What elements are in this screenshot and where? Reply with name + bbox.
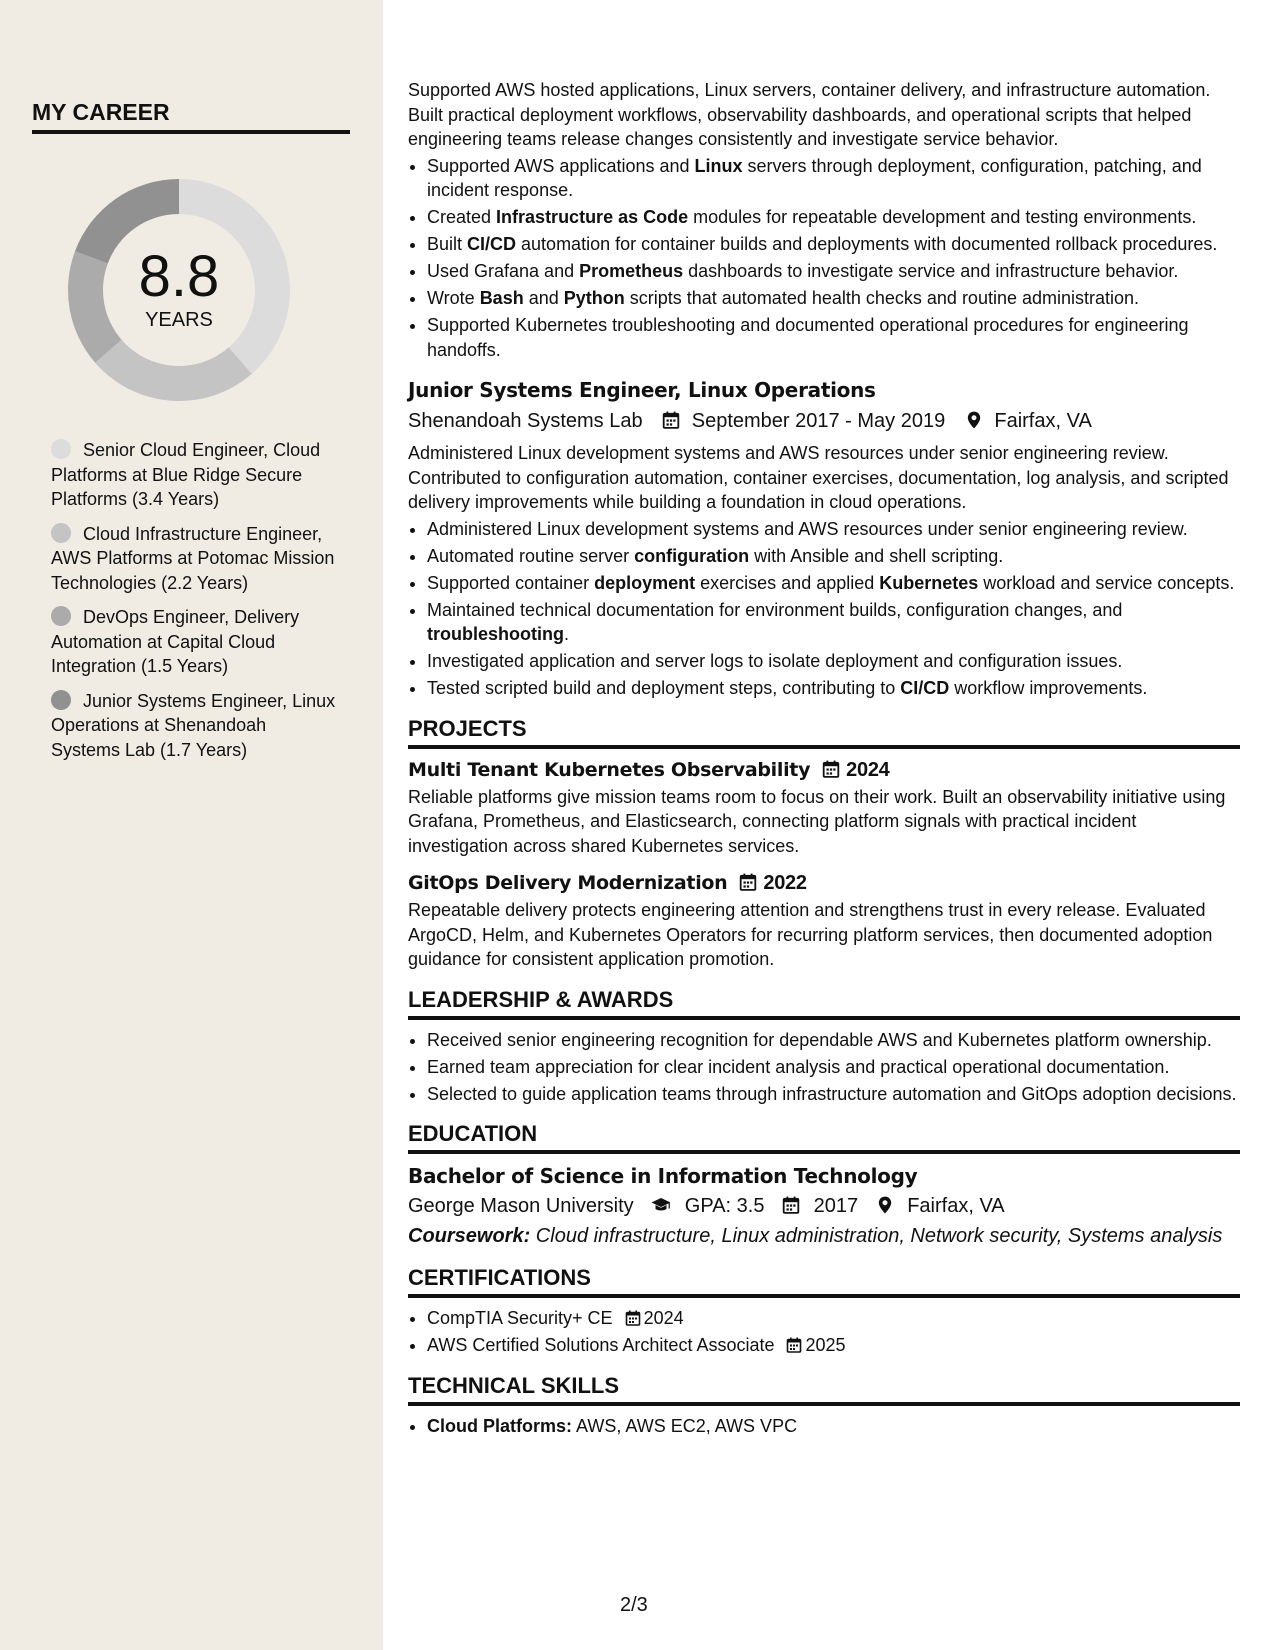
certification-name: CompTIA Security+ CE: [427, 1308, 613, 1328]
project-year: 2022: [763, 872, 807, 894]
legend-item: [51, 438, 336, 512]
project-name: GitOps Delivery Modernization: [408, 872, 728, 894]
job-company: Shenandoah Systems Lab: [408, 410, 643, 432]
bullet-item: [427, 649, 1240, 674]
bullet-keyword: Linux: [694, 155, 743, 176]
location-pin-icon: [965, 411, 983, 429]
project-title: [408, 870, 1240, 896]
certification-name: AWS Certified Solutions Architect Associate: [427, 1335, 775, 1355]
bullet-keyword: Python: [563, 288, 625, 308]
prev-job-bullets: [408, 154, 1240, 363]
legend-label: Cloud Infrastructure Engineer, AWS Platforms at Potomac Mission Technologies (2.2 Years): [51, 523, 335, 593]
bullet-keyword: CI/CD: [467, 234, 517, 254]
legend-item: [51, 605, 336, 679]
bullet-keyword: Bash: [479, 288, 524, 308]
education-heading: EDUCATION: [408, 1120, 1240, 1154]
bullet-keyword: Prometheus: [579, 261, 684, 281]
gpa: GPA: 3.5: [684, 1195, 765, 1217]
certification-year: 2024: [643, 1308, 684, 1328]
job-summary: Administered Linux development systems and AWS resources under senior engineering review. Contributed to configuration automation, container exercises, documentation, log analysis, and scripted delivery improvements while building a foundation in cloud operations.: [408, 443, 1229, 512]
bullet-text: modules for repeatable development and testing environments.: [688, 207, 1197, 227]
project-name: Multi Tenant Kubernetes Observability: [408, 758, 811, 781]
bullet-item: [427, 676, 1240, 701]
location-pin-icon: [876, 1196, 894, 1214]
bullet-text: dashboards to investigate service and infrastructure behavior.: [683, 261, 1179, 281]
skill-item: [427, 1414, 1240, 1439]
project-year: 2024: [846, 758, 890, 781]
leadership-item: • Selected to guide application teams through infrastructure automation and GitOps adoption decisions.: [427, 1082, 1240, 1107]
certification-item: [427, 1333, 1240, 1358]
certification-item: [427, 1306, 1240, 1331]
certification-year: 2025: [805, 1335, 846, 1355]
coursework: [408, 1222, 1240, 1250]
bullet-item: [427, 517, 1240, 542]
bullet-keyword: CI/CD: [900, 678, 950, 698]
job-title: Junior Systems Engineer, Linux Operations: [408, 378, 876, 402]
bullet-text: workflow improvements.: [949, 678, 1148, 698]
legend-item: [51, 522, 336, 596]
calendar-icon: [625, 1310, 641, 1326]
skill-values: AWS, AWS EC2, AWS VPC: [572, 1415, 798, 1436]
career-donut-chart: [66, 177, 292, 403]
bullet-text: scripts that automated health checks and routine administration.: [624, 288, 1140, 308]
project-item: [408, 757, 1240, 859]
bullet-text: and: [523, 288, 564, 308]
project-description: Repeatable delivery protects engineering attention and strengthens trust in every release. Evaluated ArgoCD, Helm, and Kubernetes Operators for recurring platform services, then documented adoption guidance for consistent application promotion.: [408, 900, 1213, 969]
bullet-text: Administered Linux development systems and AWS resources under senior engineering review.: [427, 518, 1188, 539]
leadership-item: • Received senior engineering recognition for dependable AWS and Kubernetes platform ownership.: [427, 1028, 1240, 1053]
graduation-cap-icon: [651, 1196, 671, 1214]
bullet-keyword: Infrastructure as Code: [496, 207, 689, 227]
bullet-text: exercises and applied: [695, 572, 880, 593]
projects-heading: PROJECTS: [408, 715, 1240, 749]
total-years-value: 8.8: [138, 244, 220, 309]
career-legend: [51, 438, 336, 772]
bullet-text: Supported AWS applications and: [427, 155, 695, 176]
career-title: MY CAREER: [32, 98, 350, 134]
job-dates: September 2017 - May 2019: [691, 410, 946, 432]
graduation-year: 2017: [813, 1195, 859, 1217]
bullet-text: Tested scripted build and deployment steps, contributing to: [427, 678, 901, 698]
education-meta: [408, 1192, 1240, 1220]
bullet-text: Supported container: [427, 572, 595, 593]
legend-label: DevOps Engineer, Delivery Automation at Capital Cloud Integration (1.5 Years): [51, 607, 300, 676]
job-location: Fairfax, VA: [994, 410, 1092, 432]
bullet-text: Automated routine server: [427, 545, 635, 566]
legend-dot: [51, 439, 71, 459]
leadership-list: [408, 1028, 1240, 1107]
calendar-icon: [662, 411, 680, 429]
bullet-keyword: Kubernetes: [879, 572, 979, 593]
resume-main: [408, 78, 1240, 1441]
bullet-text: workload and service concepts.: [978, 572, 1235, 593]
bullet-text: servers through deployment, configuration, patching, and incident response.: [427, 155, 1202, 200]
bullet-item: [427, 154, 1240, 203]
school-name: George Mason University: [408, 1195, 634, 1217]
legend-label: Junior Systems Engineer, Linux Operations at Shenandoah Systems Lab (1.7 Years): [51, 690, 336, 760]
leadership-heading: LEADERSHIP & AWARDS: [408, 986, 1240, 1020]
legend-item: [51, 689, 336, 763]
bullet-text: with Ansible and shell scripting.: [749, 545, 1004, 566]
bullet-text: Created: [427, 207, 497, 227]
bullet-keyword: deployment: [594, 572, 696, 593]
school-location: Fairfax, VA: [907, 1195, 1005, 1217]
job-meta: [408, 407, 1240, 435]
legend-label: Senior Cloud Engineer, Cloud Platforms at Blue Ridge Secure Platforms (3.4 Years): [51, 440, 321, 509]
coursework-list: Cloud infrastructure, Linux administration, Network security, Systems analysis: [530, 1225, 1223, 1247]
bullet-item: [427, 232, 1240, 257]
calendar-icon: [786, 1337, 802, 1353]
coursework-label: Coursework:: [408, 1225, 531, 1247]
total-years-unit: YEARS: [145, 309, 213, 331]
bullet-text: .: [563, 624, 569, 644]
bullet-keyword: troubleshooting: [427, 624, 564, 644]
bullet-text: Built: [427, 234, 468, 254]
bullet-text: Used Grafana and: [427, 261, 580, 281]
skills-list: [408, 1414, 1240, 1439]
degree-title: Bachelor of Science in Information Technology: [408, 1164, 918, 1188]
donut-segment: [95, 340, 252, 401]
bullet-item: [427, 259, 1240, 284]
certifications-heading: CERTIFICATIONS: [408, 1264, 1240, 1298]
legend-dot: [51, 606, 71, 626]
calendar-icon: [782, 1196, 800, 1214]
certifications-list: [408, 1306, 1240, 1358]
bullet-text: Investigated application and server logs to isolate deployment and configuration issues.: [427, 651, 1123, 671]
skill-category: Cloud Platforms:: [427, 1415, 573, 1436]
page-number: 2/3: [620, 1594, 648, 1616]
bullet-item: [427, 598, 1240, 647]
project-title: [408, 757, 1240, 783]
job-bullets: [408, 517, 1240, 701]
skills-heading: TECHNICAL SKILLS: [408, 1372, 1240, 1406]
bullet-item: [427, 205, 1240, 230]
bullet-text: automation for container builds and deployments with documented rollback procedures.: [516, 234, 1218, 254]
leadership-item: • Earned team appreciation for clear incident analysis and practical operational documentation.: [427, 1055, 1240, 1080]
bullet-item: [427, 286, 1240, 311]
legend-dot: [51, 690, 71, 710]
project-description: Reliable platforms give mission teams room to focus on their work. Built an observability initiative using Grafana, Prometheus, and Elasticsearch, connecting platform signals with practical incident investigation across shared Kubernetes services.: [408, 786, 1226, 856]
bullet-item: [427, 313, 1240, 362]
bullet-item: [427, 571, 1240, 596]
legend-dot: [51, 523, 71, 543]
calendar-icon: [822, 760, 840, 778]
bullet-item: [427, 544, 1240, 569]
bullet-text: Supported Kubernetes troubleshooting and documented operational procedures for engineering handoffs.: [427, 315, 1189, 360]
career-sidebar: [0, 0, 383, 1650]
bullet-text: Maintained technical documentation for environment builds, configuration changes, and: [427, 599, 1123, 620]
project-item: [408, 870, 1240, 972]
calendar-icon: [739, 873, 757, 891]
projects-list: [408, 757, 1240, 972]
prev-job-summary: Supported AWS hosted applications, Linux servers, container delivery, and infrastructure automation. Built practical deployment workflows, observability dashboards, and operational scripts that helped engineering teams release changes consistently and investigate service behavior.: [408, 80, 1211, 149]
bullet-keyword: configuration: [634, 545, 750, 566]
bullet-text: Wrote: [427, 288, 480, 308]
